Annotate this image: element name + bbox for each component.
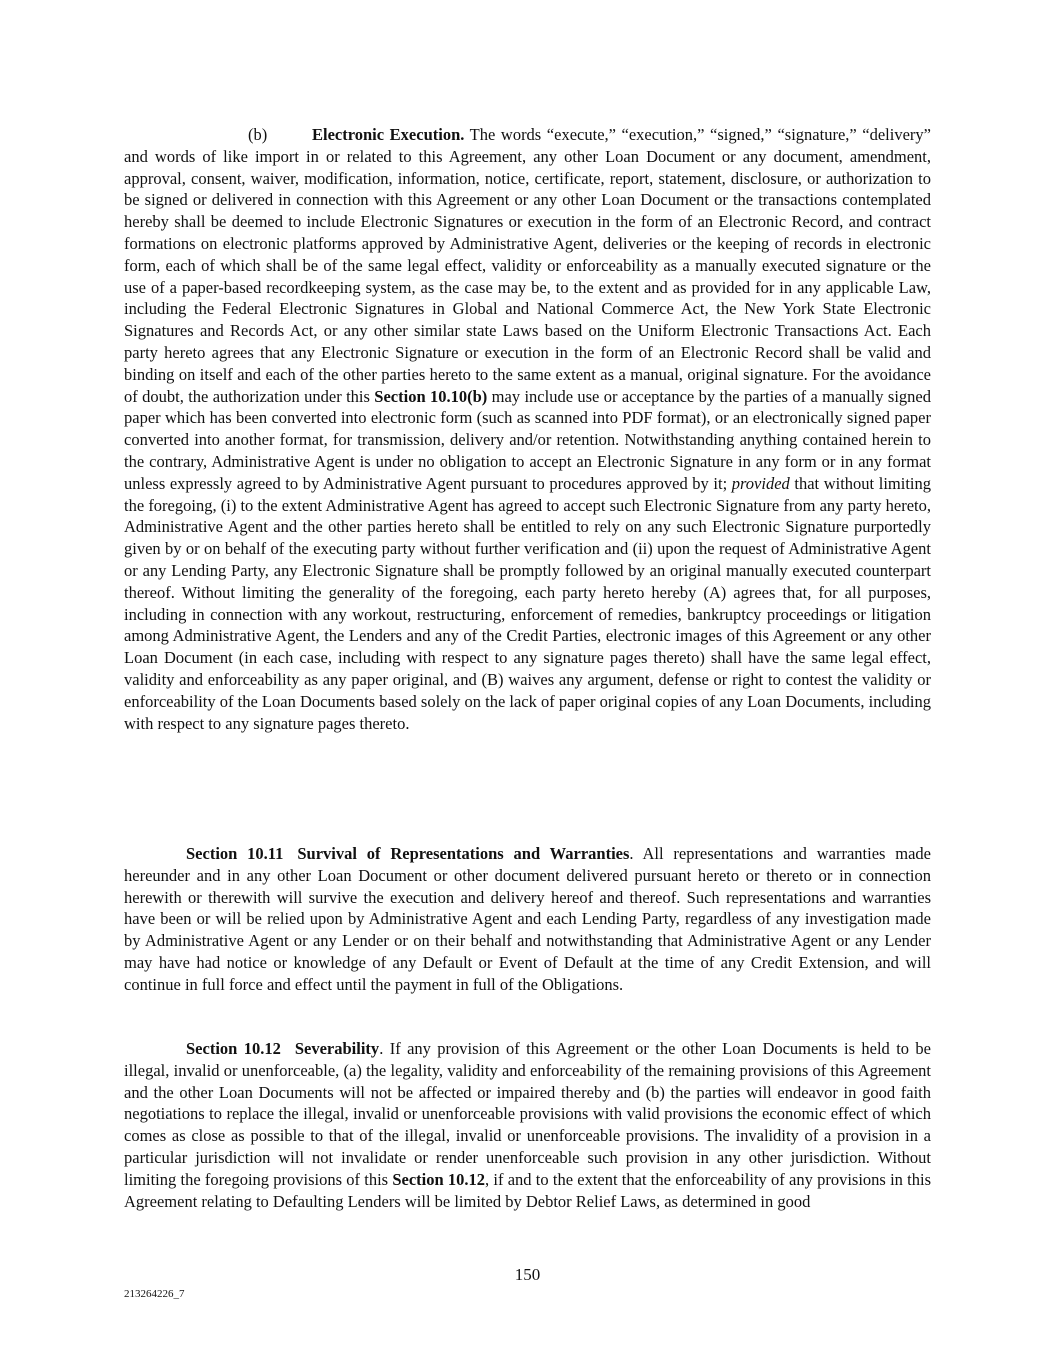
italic-term: provided [731,473,790,493]
paragraph-text: . All representations and warranties made hereunder and in any other Loan Document or other document delivered pursuant hereto or thereto or in connection herewith or therewith will survive the execution and delivery hereof and thereof. Such representations and warranties have been or will be relied upon by Administrative Agent and each Lending Party, regardless of any investigation made by Administrative Agent or any Lender or on their behalf and notwithstanding that Administrative Agent or any Lender may have had notice or knowledge of any Default or Event of Default at the time of any Credit Extension, and will continue in full force and effect until the payment in full of the Obligations. [124,844,931,994]
section-reference: Section 10.10(b) [374,386,488,406]
page-number: 150 [514,1265,541,1284]
paragraph-section-10-12 [124,1038,931,1212]
subsection-label: (b) [248,125,268,144]
paragraph-text: may include use or acceptance by the parties of a manually signed paper which has been converted into electronic form (such as scanned into PDF format), or an electronically signed paper converted into another format, for transmission, delivery and/or retention. Notwithstanding anything contained herein to the contrary, Administrative Agent is under no obligation to accept an Electronic Signature in any form or in any format unless expressly agreed to by Administrative Agent pursuant to procedures approved by it; [124,386,931,493]
paragraph-electronic-execution [124,124,931,734]
section-heading: Survival of Representations and Warranties [297,844,630,863]
paragraph-text: The words “execute,” “execution,” “signed,” “signature,” “delivery” and words of like import in or related to this Agreement, any other Loan Document or any document, amendment, approval, consent, waiver, modification, information, notice, certificate, report, statement, disclosure, or authorization to be signed or delivered in connection with this Agreement or any other Loan Document or the transactions contemplated hereby shall be deemed to include Electronic Signatures or execution in the form of an Electronic Record, and contract formations on electronic platforms approved by Administrative Agent, deliveries or the keeping of records in electronic form, each of which shall be of the same legal effect, validity or enforceability as a manually executed signature or the use of a paper-based recordkeeping system, as the case may be, to the extent and as provided for in any applicable Law, including the Federal Electronic Signatures in Global and National Commerce Act, the New York State Electronic Signatures and Records Act, or any other similar state Laws based on the Uniform Electronic Transactions Act. Each party hereto agrees that any Electronic Signature or execution in the form of an Electronic Record shall be valid and binding on itself and each of the other parties hereto to the same extent as a manual, original signature. For the avoidance of doubt, the authorization under this [124,125,931,406]
subsection-heading: Electronic Execution. [312,125,465,144]
section-reference: Section 10.12 [392,1169,486,1189]
section-number: Section 10.11 [186,844,284,863]
section-number: Section 10.12 [186,1039,281,1058]
paragraph-text: , if and to the extent that the enforceability of any provisions in this Agreement relating to Defaulting Lenders will be limited by Debtor Relief Laws, as determined in good [124,1169,931,1211]
document-id: 213264226_7 [124,1288,185,1300]
paragraph-section-10-11 [124,843,931,996]
paragraph-text: that without limiting the foregoing, (i) to the extent Administrative Agent has agreed to accept such Electronic Signature from any party hereto, Administrative Agent and the other parties hereto shall be entitled to rely on any such Electronic Signature purportedly given by or on behalf of the executing party without further verification and (ii) upon the request of Administrative Agent or any Lending Party, any Electronic Signature shall be promptly followed by an original manually executed counterpart thereof. Without limiting the generality of the foregoing, each party hereto hereby (A) agrees that, for all purposes, including in connection with any workout, restructuring, enforcement of remedies, bankruptcy proceedings or litigation among Administrative Agent, the Lenders and any of the Credit Parties, electronic images of this Agreement or any other Loan Document (in each case, including with respect to any signature pages thereto) shall have the same legal effect, validity and enforceability as any paper original, and (B) waives any argument, defense or right to contest the validity or enforceability of the Loan Documents based solely on the lack of paper original copies of any Loan Documents, including with respect to any signature pages thereto. [124,473,931,733]
paragraph-text: . If any provision of this Agreement or the other Loan Documents is held to be illegal, invalid or unenforceable, (a) the legality, validity and enforceability of the remaining provisions of this Agreement and the other Loan Documents will not be affected or impaired thereby and (b) the parties will endeavor in good faith negotiations to replace the illegal, invalid or unenforceable provisions with valid provisions the economic effect of which comes as close as possible to that of the illegal, invalid or unenforceable provisions. The invalidity of a provision in a particular jurisdiction will not invalidate or render unenforceable such provision in any other jurisdiction. Without limiting the foregoing provisions of this [124,1039,931,1189]
section-heading: Severability [294,1039,380,1058]
